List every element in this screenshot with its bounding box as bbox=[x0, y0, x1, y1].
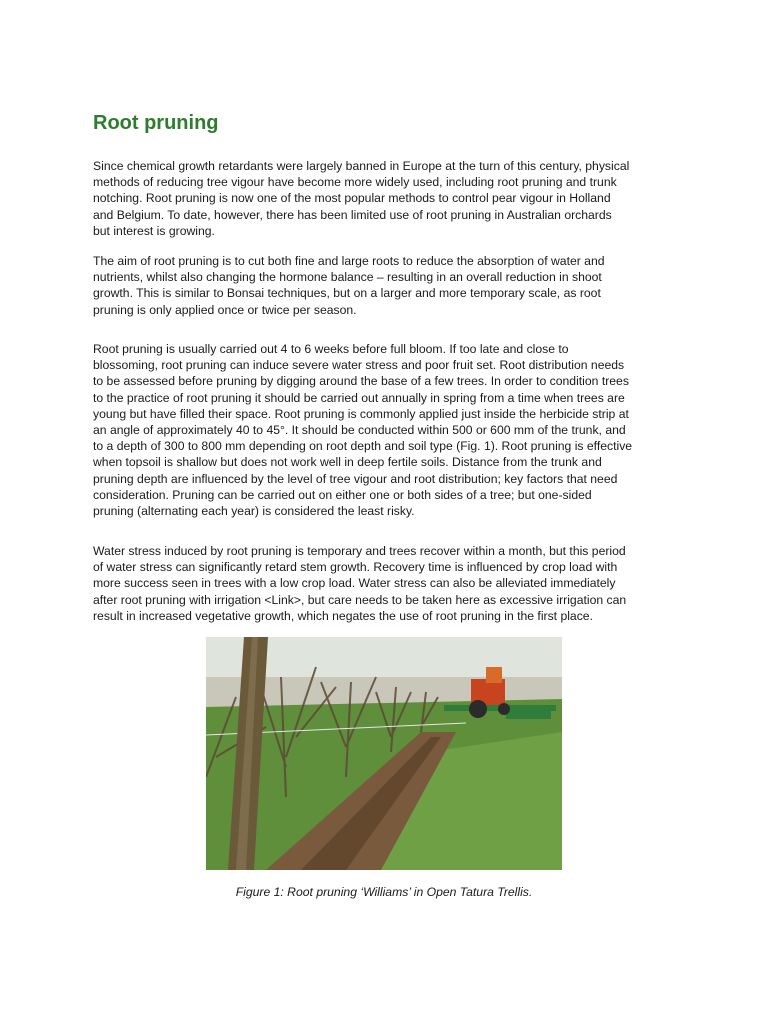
paragraph-aim bbox=[93, 253, 683, 318]
text-line: growth. This is similar to Bonsai techniques, but on a larger and more temporary scale, as root bbox=[93, 286, 601, 301]
figure-caption: Figure 1: Root pruning ‘Williams’ in Open Tatura Trellis. bbox=[235, 885, 533, 899]
text-line: pruning (alternating each year) is considered the least risky. bbox=[93, 504, 415, 519]
text-line: Root pruning is usually carried out 4 to 6 weeks before full bloom. If too late and close to bbox=[93, 342, 569, 356]
text-line: but interest is growing. bbox=[93, 223, 215, 238]
text-line: after root pruning with irrigation <Link>, but care needs to be taken here as excessive irrigation can bbox=[93, 592, 627, 607]
paragraph-timing bbox=[93, 341, 683, 519]
text-line: pruning depth are influenced by the level of tree vigour and root distribution; key factors that need bbox=[93, 471, 618, 486]
text-line: The aim of root pruning is to cut both fine and large roots to reduce the absorption of water and bbox=[93, 254, 605, 268]
orchard-photo bbox=[206, 637, 562, 870]
text-line: result in increased vegetative growth, which negates the use of root pruning in the first place. bbox=[93, 608, 593, 623]
paragraph-intro bbox=[93, 158, 683, 239]
text-line: nutrients, whilst also changing the hormone balance – resulting in an overall reduction in shoot bbox=[93, 270, 602, 285]
text-line: Since chemical growth retardants were largely banned in Europe at the turn of this century, physical bbox=[93, 159, 630, 173]
text-line: more success seen in trees with a low crop load. Water stress can also be alleviated immediately bbox=[93, 576, 616, 591]
text-line: Water stress induced by root pruning is temporary and trees recover within a month, but this period bbox=[93, 544, 626, 558]
text-line: consideration. Pruning can be carried out on either one or both sides of a tree; but one-sided bbox=[93, 487, 592, 502]
orchard-photo-illustration bbox=[206, 637, 562, 870]
text-line: when topsoil is shallow but does not work well in deep fertile soils. Distance from the trunk and bbox=[93, 455, 602, 470]
text-line: to be assessed before pruning by digging around the base of a few trees. In order to condition trees bbox=[93, 374, 629, 389]
text-line: methods of reducing tree vigour have become more widely used, including root pruning and trunk bbox=[93, 175, 617, 190]
text-line: to a depth of 300 to 800 mm depending on root depth and soil type (Fig. 1). Root pruning is effective bbox=[93, 439, 633, 454]
text-line: blossoming, root pruning can induce severe water stress and poor fruit set. Root distribution needs bbox=[93, 358, 625, 373]
text-line: and Belgium. To date, however, there has been limited use of root pruning in Australian orchards bbox=[93, 207, 612, 222]
text-line: to the practice of root pruning it should be carried out annually in spring from a time when trees are bbox=[93, 390, 625, 405]
text-line: pruning is only applied once or twice per season. bbox=[93, 302, 357, 317]
text-line: of water stress can significantly retard stem growth. Recovery time is influenced by crop load with bbox=[93, 560, 618, 575]
text-line: young but have filled their space. Root pruning is commonly applied just inside the herbicide strip at bbox=[93, 406, 629, 421]
paragraph-water-stress bbox=[93, 543, 683, 624]
text-line: notching. Root pruning is now one of the most popular methods to control pear vigour in Holland bbox=[93, 191, 611, 206]
text-line: an angle of approximately 40 to 45°. It should be conducted within 500 or 600 mm of the trunk, and bbox=[93, 423, 626, 438]
page-title: Root pruning bbox=[93, 112, 219, 134]
